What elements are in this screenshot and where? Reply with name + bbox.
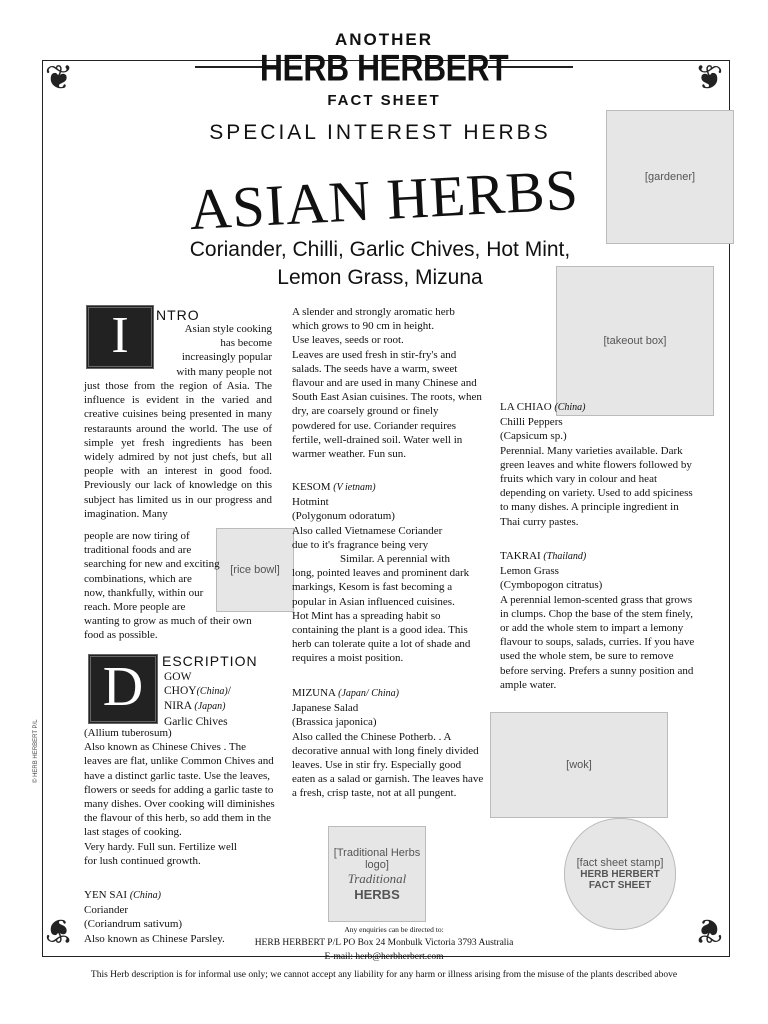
corner-ornament-top-right: ❦ (694, 60, 724, 97)
mizuna-name: MIZUNA (292, 687, 336, 699)
nira-origin: (Japan) (194, 701, 226, 713)
takrai-common: Lemon Grass (500, 565, 559, 578)
intro-wrap-lines (160, 322, 272, 379)
choy-line (164, 684, 274, 699)
la-chiao-origin: (China) (554, 402, 586, 413)
intro-heading: NTRO (156, 307, 200, 323)
la-chiao-common: Chilli Peppers (500, 416, 563, 429)
footer-disclaimer: This Herb description is for informal use only; we cannot accept any liability for any harm or illness arising from the misuse of the plants described above (90, 970, 678, 980)
intro-dropcap: I (86, 305, 154, 369)
fact-sheet-stamp-label: [fact sheet stamp] (576, 857, 664, 869)
takrai-botanical: (Cymbopogon citratus) (500, 579, 603, 592)
footer-address: HERB HERBERT P/L PO Box 24 Monbulk Victoria 3793 Australia (254, 938, 514, 948)
yen-sai-name: YEN SAI (84, 889, 128, 901)
yen-sai-common: Coriander (84, 904, 128, 917)
choy-slash: / (227, 685, 231, 698)
kesom-body-2: Hot Mint has a spreading habit so containing the plant is a good idea. This herb can tolerate quite a lot of shade and requires a moist position. (292, 609, 471, 665)
kesom-line-1: Also called Vietnamese Coriander (292, 524, 443, 537)
page-title: ASIAN HERBS (187, 156, 581, 243)
intro-line-1: Asian style cooking (184, 323, 272, 335)
kesom-section (292, 480, 484, 666)
mizuna-body: Also called the Chinese Potherb. . A decorative annual with long finely divided leaves. Use in stir fry. Especially good eaten as a salad or garnish. The leaves have a fresh, crisp taste, not at all pungent. (292, 730, 484, 800)
fact-sheet-stamp (564, 818, 676, 930)
mizuna-origin: (Japan/ China) (338, 688, 399, 699)
wok-illustration: [wok] (490, 712, 668, 818)
la-chiao-heading (500, 400, 696, 415)
logo-herb-herbert: HERB HERBERT (259, 47, 509, 89)
logo-fact-sheet: FACT SHEET (327, 92, 441, 109)
takrai-origin: (Thailand) (543, 551, 587, 562)
corner-ornament-bottom-right: ❦ (694, 911, 724, 948)
rice-bowl-illustration: [rice bowl] (216, 528, 294, 612)
intro-cont-1: people are now tiring of (84, 530, 190, 542)
coriander-continued (292, 305, 484, 461)
herb-list-line-1: Coriander, Chilli, Garlic Chives, Hot Mint, (189, 238, 571, 261)
yen-sai-botanical: (Coriandrum sativum) (84, 918, 183, 931)
yen-sai-body: Also known as Chinese Parsley. (84, 932, 225, 945)
corner-ornament-top-left: ❦ (44, 60, 74, 97)
mizuna-section (292, 686, 484, 801)
gow-label: GOW (164, 671, 192, 683)
coriander-use: Use leaves, seeds or root. (292, 334, 404, 347)
intro-line-4: with many people not (176, 365, 272, 378)
la-chiao-botanical: (Capsicum sp.) (500, 430, 567, 443)
takeout-box-illustration: [takeout box] (556, 266, 714, 416)
intro-cont-2: traditional foods and are (84, 544, 192, 557)
choy-label: CHOY (164, 685, 197, 698)
corner-ornament-bottom-left: ❦ (44, 911, 74, 948)
takrai-heading (500, 549, 696, 564)
yen-sai-heading (84, 888, 276, 903)
garlic-chives-care-1: Very hardy. Full sun. Fertilize well (84, 840, 237, 853)
intro-line-2: has become (220, 337, 272, 350)
gow-choy-heading (164, 670, 274, 729)
gardener-illustration: [gardener] (606, 110, 734, 244)
intro-cont-5: now, thankfully, within our (84, 586, 204, 599)
intro-cont-3: searching for new and exciting (84, 558, 220, 571)
coriander-detail: Leaves are used fresh in stir-fry's and salads. The seeds have a warm, sweet flavour and are used in many Chinese and South East Asian cuisines. The roots, when dry, are coarsely ground or finely powdered for use. Coriander requires fertile, well-drained soil. Water well in warmer weather. Fun sun. (292, 348, 482, 461)
garlic-chives-description: Also known as Chinese Chives . The leaves are flat, unlike Common Chives and have a distinct garlic taste. Use the leaves, flowers or seeds for adding a garlic taste to many dishes. Over cooking will diminishes the flavour of this herb, so add them in the last stages of cooking. (84, 741, 275, 839)
traditional-logo-herbs: HERBS (354, 886, 400, 902)
mizuna-heading (292, 686, 484, 701)
kesom-origin: (V ietnam) (333, 482, 376, 493)
takrai-body: A perennial lemon-scented grass that grows in clumps. Chop the base of the stem finely, or add the whole stem to impart a lemony flavour to soups, salads, curries. If you have used the whole stem, be sure to remove before serving. Prefers a sunny position and ample water. (500, 593, 695, 691)
page-subtitle: SPECIAL INTEREST HERBS (209, 121, 551, 144)
kesom-line-3: Similar. A perennial with (340, 553, 450, 566)
garlic-chives-body (84, 726, 276, 868)
herb-list-line-2: Lemon Grass, Mizuna (277, 266, 483, 289)
stamp-herb-herbert: HERB HERBERT (580, 869, 660, 880)
traditional-logo-script: Traditional (347, 870, 407, 886)
side-credit: © HERB HERBERT P/L (33, 719, 39, 783)
kesom-botanical: (Polygonum odoratum) (292, 510, 395, 523)
description-dropcap: D (88, 654, 158, 724)
footer-email: E-mail: herb@herbherbert.com (324, 952, 444, 962)
stamp-fact-sheet: FACT SHEET (588, 880, 652, 891)
kesom-heading (292, 480, 484, 495)
takrai-section (500, 549, 696, 692)
kesom-line-2: due to it's fragrance being very (292, 538, 429, 551)
intro-cont-6: reach. More people are (84, 601, 186, 614)
garlic-chives-botanical: (Allium tuberosum) (84, 727, 172, 739)
traditional-herbs-logo (328, 826, 426, 922)
intro-body: just those from the region of Asia. The influence is evident in the varied and creative cuisines being presented in many restaraunts around the world. The use of simple yet fresh ingredients has been widely admired by not just chefs, but all people with an interest in good food. Previously our lack of knowledge on this subject has limited us in our progress and imagination. Many (84, 380, 272, 520)
nira-label: NIRA (164, 700, 192, 713)
intro-cont-8: food as possible. (84, 629, 158, 642)
mizuna-common: Japanese Salad (292, 702, 359, 715)
takrai-name: TAKRAI (500, 550, 541, 562)
intro-body-continued (84, 529, 274, 643)
la-chiao-body: Perennial. Many varieties available. Dark green leaves and white flowers followed by fruits which vary in colour and heat depending on variety. Used to add spiciness to many dishes. A principle ingredient in Thai curry pastes. (500, 444, 693, 528)
kesom-common: Hotmint (292, 496, 329, 509)
traditional-herbs-logo-label: [Traditional Herbs logo] (333, 846, 421, 871)
mizuna-botanical: (Brassica japonica) (292, 716, 377, 729)
logo-another: ANOTHER (334, 30, 434, 49)
garlic-chives-common: Garlic Chives (164, 715, 228, 728)
intro-cont-4: combinations, which are (84, 572, 192, 585)
kesom-name: KESOM (292, 481, 331, 493)
kesom-body: long, pointed leaves and prominent dark markings, Kesom is fast becoming a popular in Asian influenced cuisines. (292, 567, 470, 608)
footer-enquiries: Any enquiries can be directed to: (344, 925, 444, 934)
nira-line (164, 699, 274, 714)
la-chiao-name: LA CHIAO (500, 401, 552, 413)
intro-line-3: increasingly popular (181, 351, 272, 364)
garlic-chives-care-2: for lush continued growth. (84, 854, 201, 867)
coriander-intro: A slender and strongly aromatic herb which grows to 90 cm in height. (292, 306, 455, 333)
yen-sai-origin: (China) (129, 890, 161, 901)
description-heading: ESCRIPTION (162, 653, 258, 669)
la-chiao-section (500, 400, 696, 529)
intro-cont-7: wanting to grow as much of their own (84, 615, 252, 628)
choy-origin: (China) (196, 686, 228, 698)
